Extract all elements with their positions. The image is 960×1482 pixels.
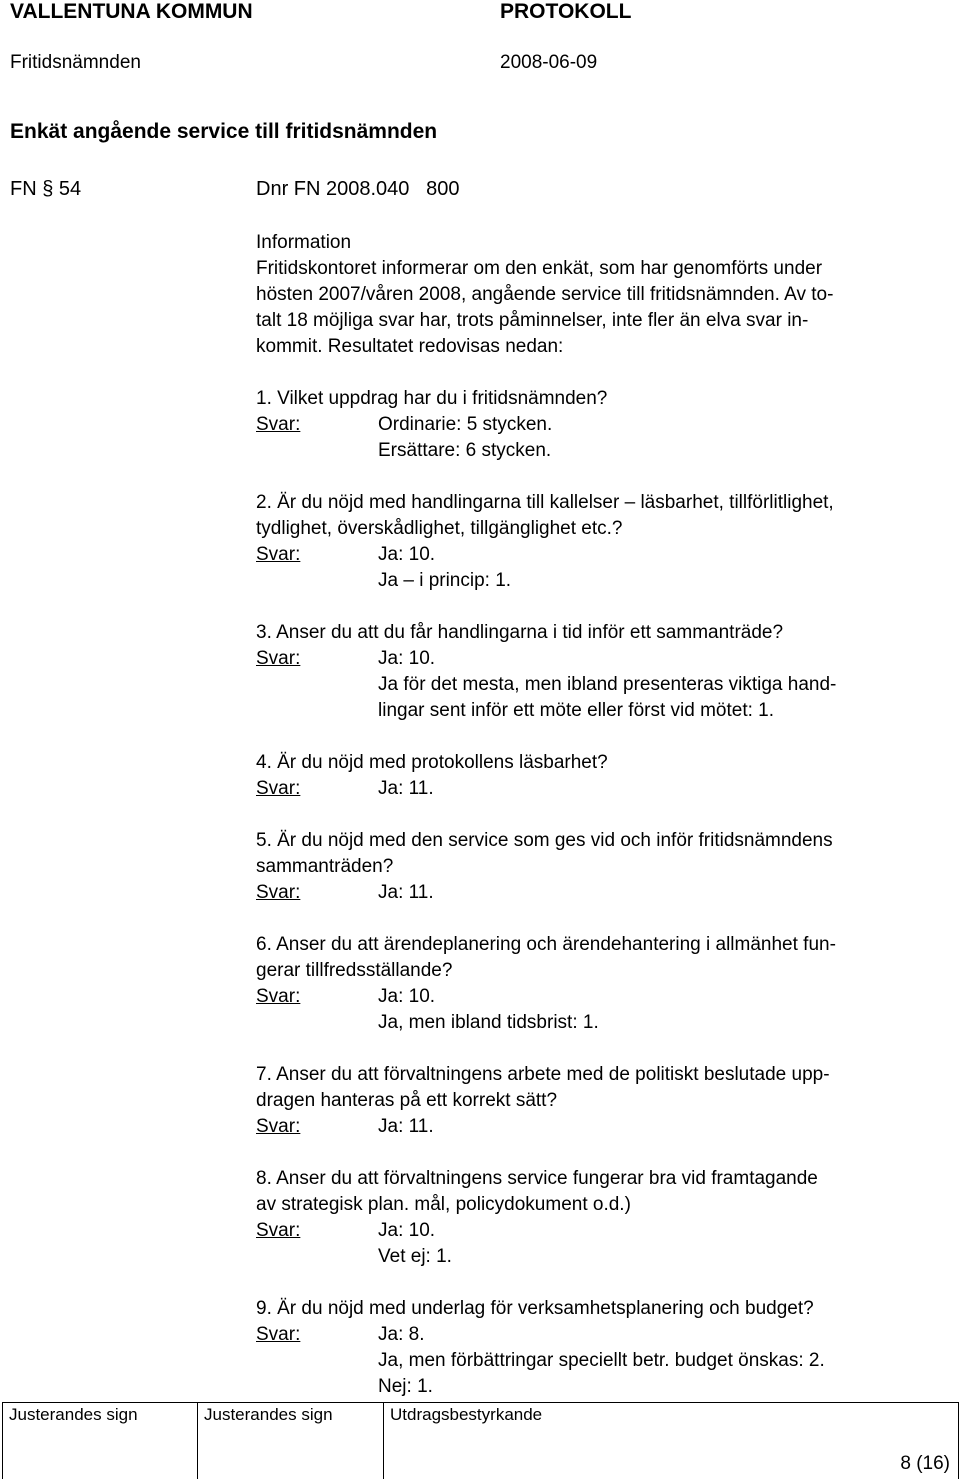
answer-label: Svar: (256, 778, 301, 799)
answer-text: Ja: 11. (378, 882, 434, 903)
committee-name: Fritidsnämnden (10, 52, 141, 73)
question-text: dragen hanteras på ett korrekt sätt? (256, 1090, 558, 1111)
answer-label: Svar: (256, 1116, 301, 1137)
document-type: PROTOKOLL (500, 0, 632, 23)
answer-text: Nej: 1. (378, 1376, 433, 1397)
org-name: VALLENTUNA KOMMUN (10, 0, 253, 23)
signature-cell (2, 1402, 198, 1479)
question-text: 9. Är du nöjd med underlag för verksamhetsplanering och budget? (256, 1298, 814, 1319)
question-text: av strategisk plan. mål, policydokument o.d.) (256, 1194, 631, 1215)
signature-cell (197, 1402, 384, 1479)
info-line: hösten 2007/våren 2008, angående service till fritidsnämnden. Av to- (256, 284, 834, 305)
signature-footer (0, 1402, 960, 1480)
question-text: 5. Är du nöjd med den service som ges vid och inför fritidsnämndens (256, 830, 833, 851)
page-title: Enkät angående service till fritidsnämnden (10, 120, 438, 143)
signature-label: Justerandes sign (204, 1405, 333, 1424)
answer-label: Svar: (256, 1220, 301, 1241)
case-number: Dnr FN 2008.040 800 (256, 178, 460, 200)
page-number: 8 (16) (900, 1453, 950, 1474)
question-text: 7. Anser du att förvaltningens arbete med de politiskt beslutade upp- (256, 1064, 830, 1085)
answer-text: Ja, men förbättringar speciellt betr. budget önskas: 2. (378, 1350, 825, 1371)
answer-text: Ja: 10. (378, 986, 436, 1007)
extract-cell (383, 1402, 959, 1479)
answer-text: Ja, men ibland tidsbrist: 1. (378, 1012, 599, 1033)
answer-text: Ja: 10. (378, 1220, 436, 1241)
question-text: 3. Anser du att du får handlingarna i tid inför ett sammanträde? (256, 622, 784, 643)
answer-text: Ja: 8. (378, 1324, 425, 1345)
answer-text: Ersättare: 6 stycken. (378, 440, 552, 461)
answer-text: Ja: 11. (378, 778, 434, 799)
answer-text: lingar sent inför ett möte eller först vid mötet: 1. (378, 700, 775, 721)
answer-label: Svar: (256, 544, 301, 565)
paragraph-number: FN § 54 (10, 178, 82, 200)
question-text: 2. Är du nöjd med handlingarna till kallelser – läsbarhet, tillförlitlighet, (256, 492, 834, 513)
answer-label: Svar: (256, 648, 301, 669)
answer-text: Ordinarie: 5 stycken. (378, 414, 553, 435)
question-text: 4. Är du nöjd med protokollens läsbarhet? (256, 752, 608, 773)
meeting-date: 2008-06-09 (500, 52, 598, 73)
answer-text: Ja: 10. (378, 648, 436, 669)
answer-text: Ja: 11. (378, 1116, 434, 1137)
info-line: talt 18 möjliga svar har, trots påminnelser, inte fler än elva svar in- (256, 310, 809, 331)
answer-text: Vet ej: 1. (378, 1246, 452, 1267)
question-text: gerar tillfredsställande? (256, 960, 453, 981)
info-line: Fritidskontoret informerar om den enkät, som har genomförts under (256, 258, 823, 279)
answer-text: Ja för det mesta, men ibland presenteras viktiga hand- (378, 674, 837, 695)
info-heading: Information (256, 232, 352, 253)
answer-text: Ja: 10. (378, 544, 436, 565)
answer-label: Svar: (256, 986, 301, 1007)
question-text: tydlighet, överskådlighet, tillgänglighet etc.? (256, 518, 623, 539)
extract-label: Utdragsbestyrkande (390, 1405, 543, 1424)
answer-label: Svar: (256, 414, 301, 435)
answer-text: Ja – i princip: 1. (378, 570, 512, 591)
info-line: kommit. Resultatet redovisas nedan: (256, 336, 564, 357)
question-text: sammanträden? (256, 856, 394, 877)
question-text: 8. Anser du att förvaltningens service fungerar bra vid framtagande (256, 1168, 818, 1189)
answer-label: Svar: (256, 1324, 301, 1345)
answer-label: Svar: (256, 882, 301, 903)
question-text: 1. Vilket uppdrag har du i fritidsnämnden? (256, 388, 608, 409)
question-text: 6. Anser du att ärendeplanering och ärendehantering i allmänhet fun- (256, 934, 836, 955)
signature-label: Justerandes sign (9, 1405, 138, 1424)
